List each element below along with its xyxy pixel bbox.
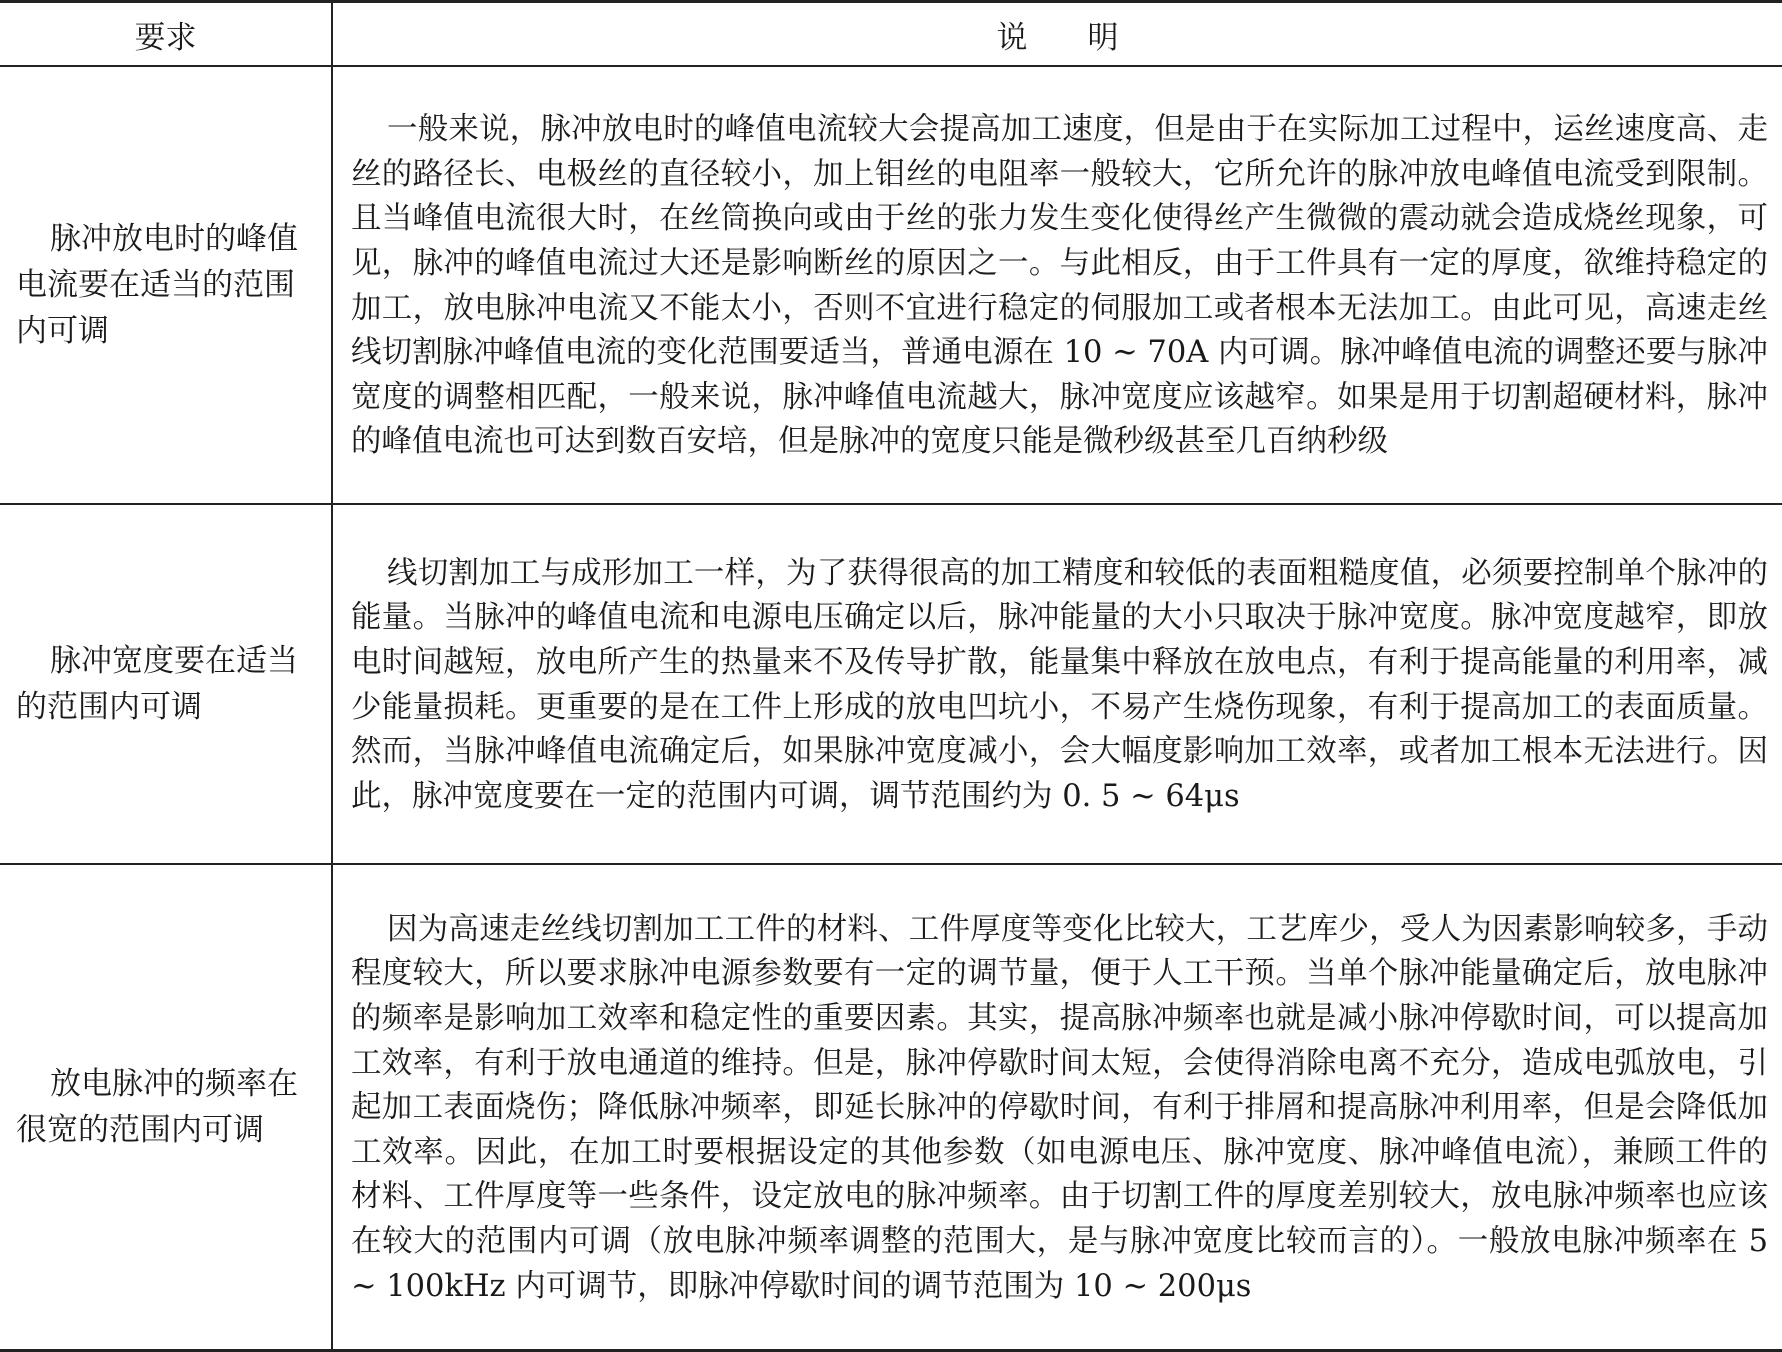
requirement-cell: 放电脉冲的频率在很宽的范围内可调 [0,864,332,1351]
table-header [0,2,1782,67]
description-text: 因为高速走丝线切割加工工件的材料、工件厚度等变化比较大，工艺库少，受人为因素影响较多，手动程度较大，所以要求脉冲电源参数要有一定的调节量，便于人工干预。当单个脉冲能量确定后，放电脉冲的频率是影响加工效率和稳定性的重要因素。其实，提高脉冲频率也就是减小脉冲停歇时间，可以提高加工效率，有利于放电通道的维持。但是，脉冲停歇时间太短，会使得消除电离不充分，造成电弧放电，引起加工表面烧伤；降低脉冲频率，即延长脉冲的停歇时间，有利于排屑和提高脉冲利用率，但是会降低加工效率。因此，在加工时要根据设定的其他参数（如电源电压、脉冲宽度、脉冲峰值电流），兼顾工件的材料、工件厚度等一些条件，设定放电的脉冲频率。由于切割工件的厚度差别较大，放电脉冲频率也应该在较大的范围内可调（放电脉冲频率调整的范围大，是与脉冲宽度比较而言的）。一般放电脉冲频率在 5 ~ 100kHz 内可调节，即脉冲停歇时间的调节范围为 10 ~ 200μs [351,911,1768,1304]
description-cell [332,66,1782,504]
table-row [0,504,1782,864]
table-row [0,66,1782,504]
requirement-cell: 脉冲宽度要在适当的范围内可调 [0,504,332,864]
description-text: 一般来说，脉冲放电时的峰值电流较大会提高加工速度，但是由于在实际加工过程中，运丝速度高、走丝的路径长、电极丝的直径较小，加上钼丝的电阻率一般较大，它所允许的脉冲放电峰值电流受到限制。且当峰值电流很大时，在丝筒换向或由于丝的张力发生变化使得丝产生微微的震动就会造成烧丝现象，可见，脉冲的峰值电流过大还是影响断丝的原因之一。与此相反，由于工件具有一定的厚度，欲维持稳定的加工，放电脉冲电流又不能太小，否则不宜进行稳定的伺服加工或者根本无法加工。由此可见，高速走丝线切割脉冲峰值电流的变化范围要适当，普通电源在 10 ~ 70A 内可调。脉冲峰值电流的调整还要与脉冲宽度的调整相匹配，一般来说，脉冲峰值电流越大，脉冲宽度应该越窄。如果是用于切割超硬材料，脉冲的峰值电流也可达到数百安培，但是脉冲的宽度只能是微秒级甚至几百纳秒级 [351,112,1768,460]
table-body [0,66,1782,1351]
table-row [0,864,1782,1351]
header-description: 说明 [332,2,1782,67]
header-requirement: 要求 [0,2,332,67]
requirement-cell: 脉冲放电时的峰值电流要在适当的范围内可调 [0,66,332,504]
description-cell [332,504,1782,864]
description-cell [332,864,1782,1351]
description-text: 线切割加工与成形加工一样，为了获得很高的加工精度和较低的表面粗糙度值，必须要控制单个脉冲的能量。当脉冲的峰值电流和电源电压确定以后，脉冲能量的大小只取决于脉冲宽度。脉冲宽度越窄，即放电时间越短，放电所产生的热量来不及传导扩散，能量集中释放在放电点，有利于提高能量的利用率，减少能量损耗。更重要的是在工件上形成的放电凹坑小，不易产生烧伤现象，有利于提高加工的表面质量。然而，当脉冲峰值电流确定后，如果脉冲宽度减小，会大幅度影响加工效率，或者加工根本无法进行。因此，脉冲宽度要在一定的范围内可调，调节范围约为 0. 5 ~ 64μs [351,555,1768,814]
header-row [0,2,1782,67]
